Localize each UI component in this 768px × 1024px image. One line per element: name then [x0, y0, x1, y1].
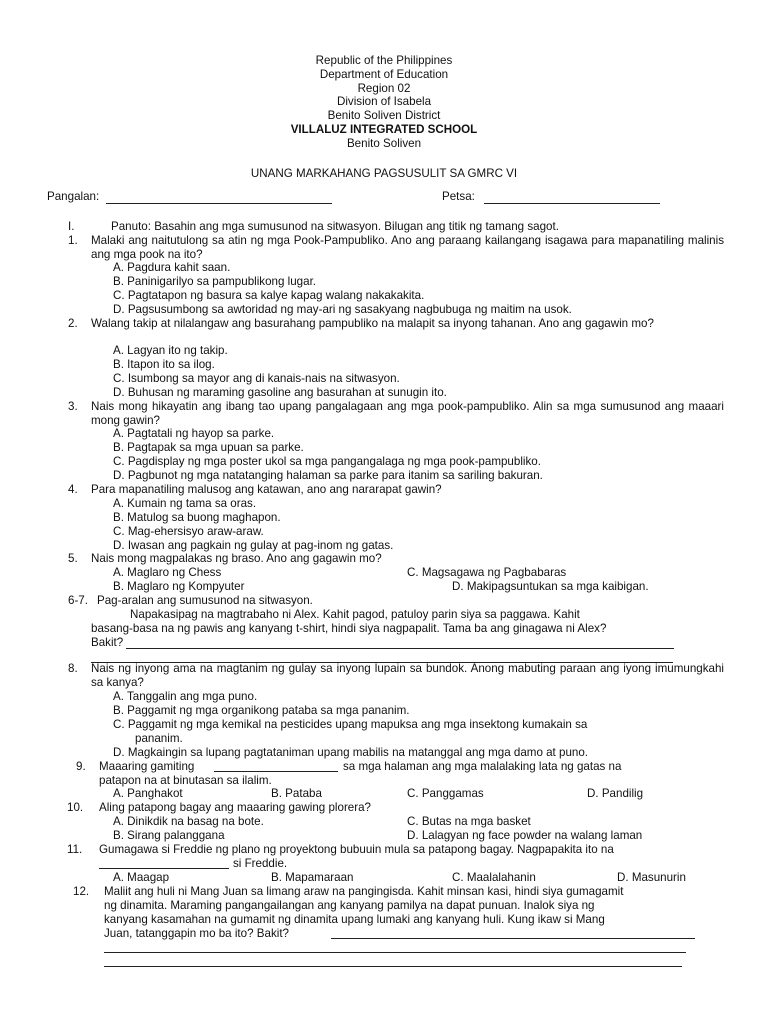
q67-stem: Pag-aralan ang sumusunod na sitwasyon.: [97, 594, 313, 607]
q10-option-b[interactable]: B. Sirang palanggana: [113, 829, 225, 842]
q67-passage-line1: Napakasipag na magtrabaho ni Alex. Kahit pagod, patuloy parin siya sa paggawa. Kahit: [130, 608, 580, 621]
instructions-number: I.: [68, 220, 75, 233]
q1-option-b[interactable]: B. Paninigarilyo sa pampublikong lugar.: [113, 275, 317, 288]
q67-passage-line2: basang-basa na ng pawis ang kanyang t-shirt, hindi siya nagpapalit. Tama ba ang ginagawa ni Alex?: [91, 622, 607, 635]
header-republic: Republic of the Philippines: [315, 54, 453, 67]
q2-number: 2.: [68, 317, 78, 330]
q8-stem: Nais ng inyong ama na magtanim ng gulay sa inyong lupain sa bundok. Anong mabuting paraan ang iyong imumungkahi sa kanya?: [91, 662, 724, 689]
q5-option-d[interactable]: D. Makipagsuntukan sa mga kaibigan.: [452, 580, 649, 593]
header-district: Benito Soliven District: [327, 109, 441, 123]
q3-option-c[interactable]: C. Pagdisplay ng mga poster ukol sa mga pangangalaga ng mga pook-pampubliko.: [113, 455, 541, 468]
q12-stem-line3: kanyang kasamahan na gumamit ng dinamita upang lumaki ang kanyang huli. Kung ikaw si Mang: [104, 913, 605, 926]
q1-stem: Malaki ang naitutulong sa atin ng mga Pook-Pampubliko. Ano ang paraang kailangang isagawa para mapanatiling malinis ang mga pook na ito?: [91, 234, 724, 261]
q2-option-d[interactable]: D. Buhusan ng maraming gasoline ang basurahan at sunugin ito.: [113, 386, 447, 399]
q1-option-c[interactable]: C. Pagtatapon ng basura sa kalye kapag walang nakakakita.: [113, 289, 425, 302]
q10-option-a[interactable]: A. Dinikdik na basag na bote.: [113, 815, 264, 828]
q9-stem-post: sa mga halaman ang mga malalaking lata ng gatas na: [343, 760, 622, 773]
q9-option-a[interactable]: A. Panghakot: [113, 787, 183, 800]
q4-option-a[interactable]: A. Kumain ng tama sa oras.: [113, 497, 257, 510]
q3-number: 3.: [68, 400, 78, 413]
q10-stem: Aling patapong bagay ang maaaring gawing plorera?: [99, 801, 372, 814]
q11-option-c[interactable]: C. Maalalahanin: [452, 871, 536, 884]
q2-option-b[interactable]: B. Itapon ito sa ilog.: [113, 358, 215, 371]
date-label: Petsa:: [442, 190, 475, 203]
q5-number: 5.: [68, 552, 78, 565]
name-field[interactable]: [47, 190, 99, 203]
q11-option-a[interactable]: A. Maagap: [113, 871, 170, 884]
q2-option-c[interactable]: C. Isumbong sa mayor ang di kanais-nais na sitwasyon.: [113, 372, 400, 385]
q5-option-b[interactable]: B. Maglaro ng Kompyuter: [113, 580, 245, 593]
q12-stem-line2: ng dinamita. Maraming pangangailangan ang kanyang pamilya na dapat punuan. Inalok siya ng: [104, 899, 595, 912]
q1-option-d[interactable]: D. Pagsusumbong sa awtoridad ng may-ari ng sasakyang nagbubuga ng maitim na usok.: [113, 303, 572, 316]
q9-blank[interactable]: [214, 771, 338, 772]
header-town: Benito Soliven: [346, 136, 422, 150]
q5-option-c[interactable]: C. Magsagawa ng Pagbabaras: [407, 566, 567, 579]
name-blank[interactable]: [106, 203, 332, 204]
q10-option-c[interactable]: C. Butas na mga basket: [407, 815, 531, 828]
q4-number: 4.: [68, 483, 78, 496]
q8-option-b[interactable]: B. Paggamit ng mga organikong pataba sa mga pananim.: [113, 704, 410, 717]
q11-stem-line2: si Freddie.: [233, 857, 288, 870]
q12-answer-line2[interactable]: [104, 952, 686, 953]
instructions-text: Panuto: Basahin ang mga sumusunod na sitwasyon. Bilugan ang titik ng tamang sagot.: [111, 220, 559, 233]
name-label: Pangalan:: [47, 190, 100, 203]
q4-option-b[interactable]: B. Matulog sa buong maghapon.: [113, 511, 281, 524]
q8-option-c-line2: pananim.: [135, 732, 183, 745]
q2-option-a[interactable]: A. Lagyan ito ng takip.: [113, 344, 228, 357]
q11-number: 11.: [67, 843, 83, 856]
q4-option-d[interactable]: D. Iwasan ang pagkain ng gulay at pag-inom ng gatas.: [113, 539, 394, 552]
q12-answer-line1[interactable]: [331, 938, 695, 939]
q8-option-c[interactable]: [113, 718, 587, 732]
header-region: Region 02: [357, 81, 411, 95]
q12-stem-line1: Maliit ang huli ni Mang Juan sa limang araw na pangingisda. Kahit minsan kasi, hindi siya gumagamit: [104, 885, 624, 898]
q9-option-d[interactable]: D. Pandilig: [587, 787, 644, 800]
q67-bakit-label: Bakit?: [91, 636, 124, 649]
q3-stem: Nais mong hikayatin ang ibang tao upang pangalagaan ang mga pook-pampubliko. Alin sa mga sumusunod ang maaari mong gawin?: [91, 400, 724, 427]
date-blank[interactable]: [484, 203, 660, 204]
q3-option-b[interactable]: B. Pagtapak sa mga upuan sa parke.: [113, 441, 304, 454]
q8-option-a[interactable]: A. Tanggalin ang mga puno.: [113, 690, 258, 703]
q11-option-b[interactable]: B. Mapamaraan: [271, 871, 354, 884]
q10-number: 10.: [67, 801, 84, 814]
q1-number: 1.: [68, 234, 78, 247]
q9-stem-pre: Maaaring gamiting: [99, 760, 195, 773]
q3-option-d[interactable]: D. Pagbunot ng mga natatanging halaman sa parke para itanim sa sariling bakuran.: [113, 469, 543, 482]
q5-stem: Nais mong magpalakas ng braso. Ano ang gagawin mo?: [91, 552, 382, 565]
q67-answer-line1[interactable]: [126, 648, 674, 649]
q2-stem: Walang takip at nilalangaw ang basurahang pampubliko na malapit sa inyong tahanan. Ano ang gagawin mo?: [91, 317, 654, 330]
q11-stem: Gumagawa si Freddie ng plano ng proyektong bubuuin mula sa patapong bagay. Nagpapakita ito na: [99, 843, 614, 856]
q9-stem-line2: patapon na at binutasan sa ilalim.: [99, 774, 272, 787]
q8-option-c-line1: C. Paggamit ng mga kemikal na pesticides upang mapuksa ang mga insektong kumakain sa: [113, 718, 588, 731]
q10-option-d[interactable]: D. Lalagyan ng face powder na walang laman: [407, 829, 643, 842]
q8-number: 8.: [68, 662, 78, 675]
q11-blank[interactable]: [99, 868, 229, 869]
document-header: [0, 54, 768, 151]
q4-stem: Para mapanatiling malusog ang katawan, ano ang nararapat gawin?: [91, 483, 442, 496]
q1-option-a[interactable]: A. Pagdura kahit saan.: [113, 261, 231, 274]
q3-option-a[interactable]: A. Pagtatali ng hayop sa parke.: [113, 427, 275, 440]
q4-option-c[interactable]: C. Mag-ehersisyo araw-araw.: [113, 525, 264, 538]
header-department: Department of Education: [319, 67, 449, 81]
q9-option-b[interactable]: B. Pataba: [271, 787, 322, 800]
exam-title: UNANG MARKAHANG PAGSUSULIT SA GMRC VI: [250, 167, 518, 180]
q8-option-d[interactable]: D. Magkaingin sa lupang pagtataniman upang mabilis na matanggal ang mga damo at puno.: [113, 746, 589, 759]
q12-stem-line4: Juan, tatanggapin mo ba ito? Bakit?: [104, 927, 289, 940]
q9-option-c[interactable]: C. Panggamas: [407, 787, 484, 800]
q9-number: 9.: [76, 760, 86, 773]
q12-number: 12.: [73, 885, 90, 898]
q12-answer-line3[interactable]: [104, 966, 682, 967]
header-division: Division of Isabela: [336, 95, 432, 109]
q11-option-d[interactable]: D. Masunurin: [617, 871, 686, 884]
q5-option-a[interactable]: A. Maglaro ng Chess: [113, 566, 222, 579]
school-name: VILLALUZ INTEGRATED SCHOOL: [290, 122, 478, 136]
date-field[interactable]: [442, 190, 475, 203]
q67-number: 6-7.: [68, 594, 88, 607]
